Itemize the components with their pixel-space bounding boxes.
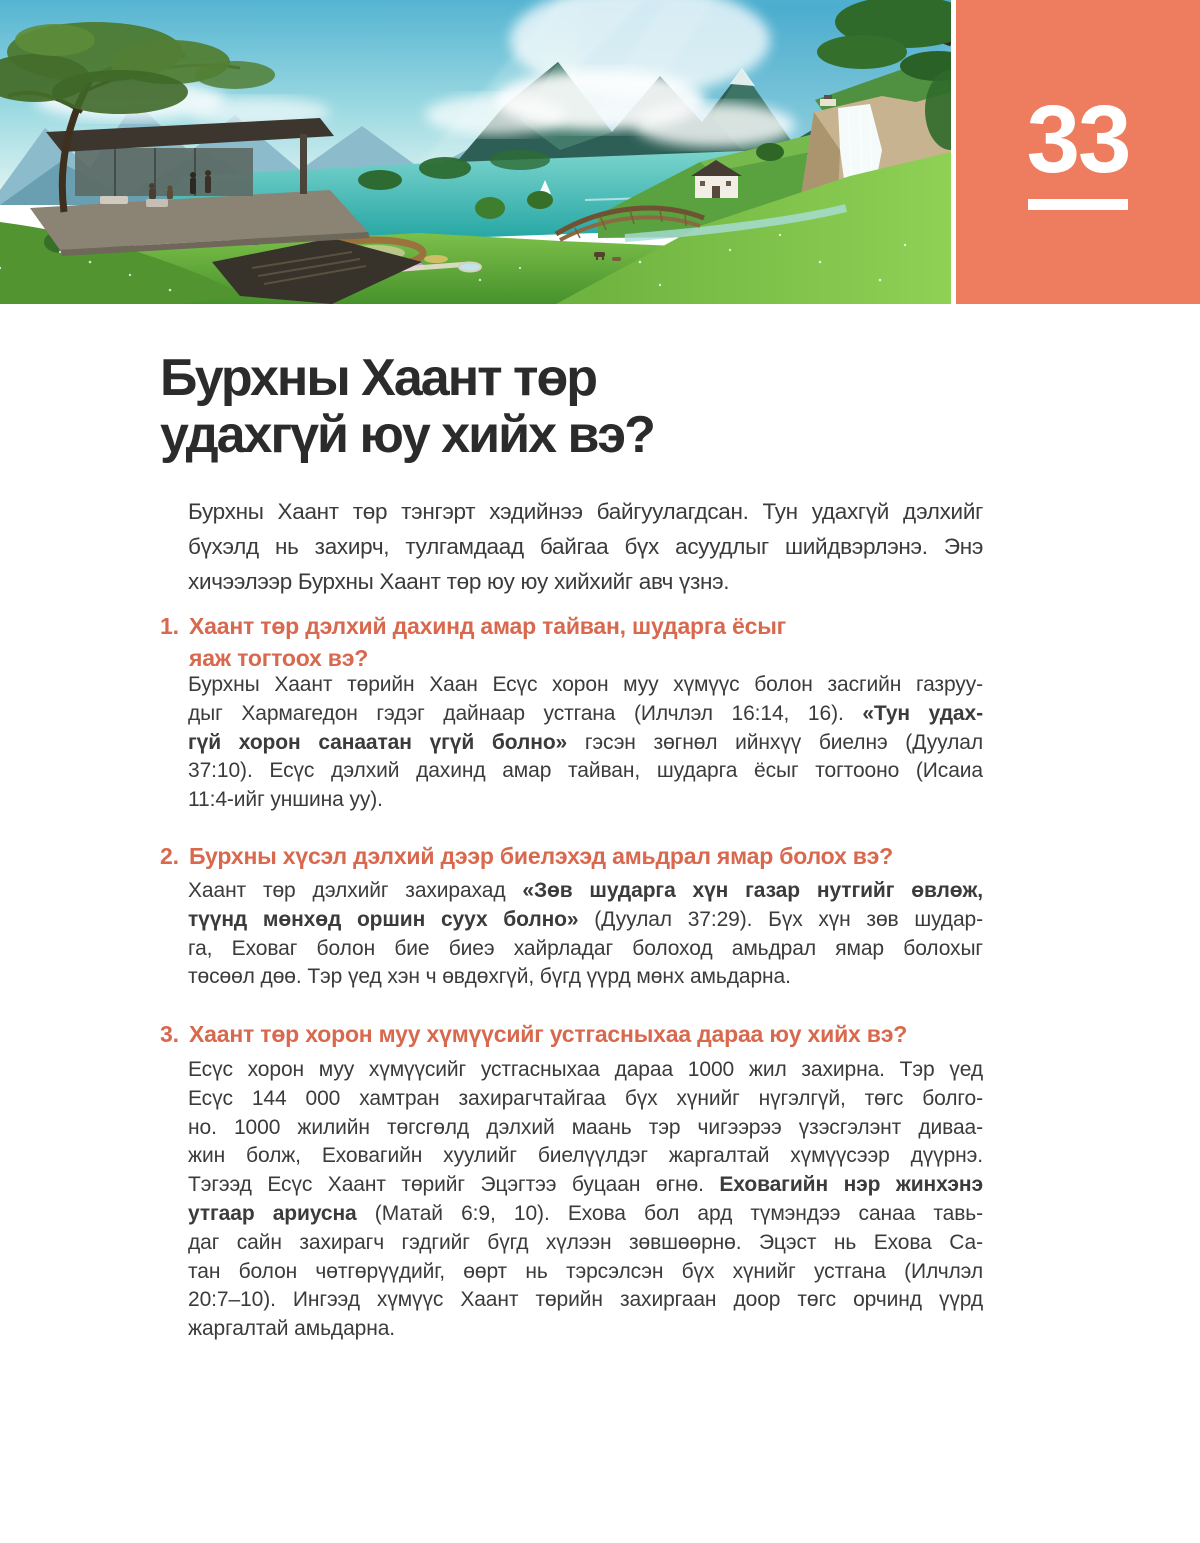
section-1-heading-text: Хаант төр дэлхий дахинд амар тайван, шударга ёсыг яаж тогтоох вэ?	[189, 613, 787, 671]
section-2-heading-text: Бурхны хүсэл дэлхий дээр биелэхэд амьдрал ямар болох вэ?	[189, 843, 894, 869]
section-2-number: 2.	[160, 843, 179, 869]
section-1-number: 1.	[160, 613, 179, 639]
chapter-box	[956, 0, 1200, 304]
section-3-heading	[160, 1018, 907, 1050]
page-title	[160, 350, 1020, 464]
page-title-line2: удахгүй юу хийх вэ?	[160, 406, 654, 464]
section-2-paragraph: Хаант төр дэлхийг захирахад «Зөв шударга хүн газар нутгийг өвлөж, түүнд мөнхөд оршин суух болно» (Дуулал 37:29). Бүх хүн зөв шудар- га, Еховаг болон бие биеэ хайрладаг болоход амьдрал ямар болохыг төсөөл дөө. Тэр үед хэн ч өвдөхгүй, бүгд үүрд мөнх амьдарна.	[188, 879, 983, 989]
section-1-heading	[160, 610, 786, 674]
intro-paragraph: Бурхны Хаант төр тэнгэрт хэдийнээ байгуулагдсан. Тун удахгүй дэлхийг бүхэлд нь захирч, тулгамдаад байгаа бүх асуудлыг шийдвэрлэнэ. Энэ хичээлээр Бурхны Хаант төр юу юу хийхийг авч үзнэ.	[188, 499, 983, 594]
fountain	[459, 263, 481, 272]
hero-image	[0, 0, 951, 304]
section-3-paragraph: Есүс хорон муу хүмүүсийг устгасныхаа дараа 1000 жил захирна. Тэр үед Есүс 144 000 хамтран захирагчтайгаа бүх хүнийг нүгэлгүй, төгс болго- но. 1000 жилийн төгсгөлд дэлхий маань тэр чигээрээ үзэсгэлэнт диваа- жин болж, Еховагийн хуулийг биелүүлдэг жаргалтай хүмүүсээр дүүрнэ. Тэгээд Есүс Хаант төрийг Эцэгтээ буцаан өгнө. Еховагийн нэр жинхэнэ утгаар ариусна (Матай 6:9, 10). Ехова бол ард түмэндээ санаа тавь- даг сайн захирагч гэдгийг бүгд хүлээн зөвшөөрнө. Эцэст нь Ехова Са- тан болон чөтгөрүүдийг, өөрт нь тэрсэлсэн бүх хүнийг устгана (Илчлэл 20:7–10). Ингээд хүмүүс Хаант төрийн захиргаан доор төгс орчинд үүрд жаргалтай амьдарна.	[188, 1058, 983, 1341]
section-1-paragraph: Бурхны Хаант төрийн Хаан Есүс хорон муу хүмүүс болон засгийн газруу- дыг Хармагедон гэдэг дайнаар устгана (Илчлэл 16:14, 16). «Тун удах- гүй хорон санаатан үгүй болно» гэсэн зөгнөл ийнхүү биелнэ (Дуулал 37:10). Есүс дэлхий дахинд амар тайван, шударга ёсыг тогтооно (Исаиа 11:4-ийг уншина уу).	[188, 673, 983, 812]
page-title-line1: Бурхны Хаант төр	[160, 349, 597, 407]
section-2-heading	[160, 840, 893, 872]
section-3-heading-text: Хаант төр хорон муу хүмүүсийг устгасныхаа дараа юу хийх вэ?	[189, 1021, 908, 1047]
paradise-landscape-illustration	[0, 0, 951, 304]
section-3-number: 3.	[160, 1021, 179, 1047]
chapter-underline	[1028, 199, 1128, 210]
chapter-number: 33	[1026, 86, 1130, 193]
